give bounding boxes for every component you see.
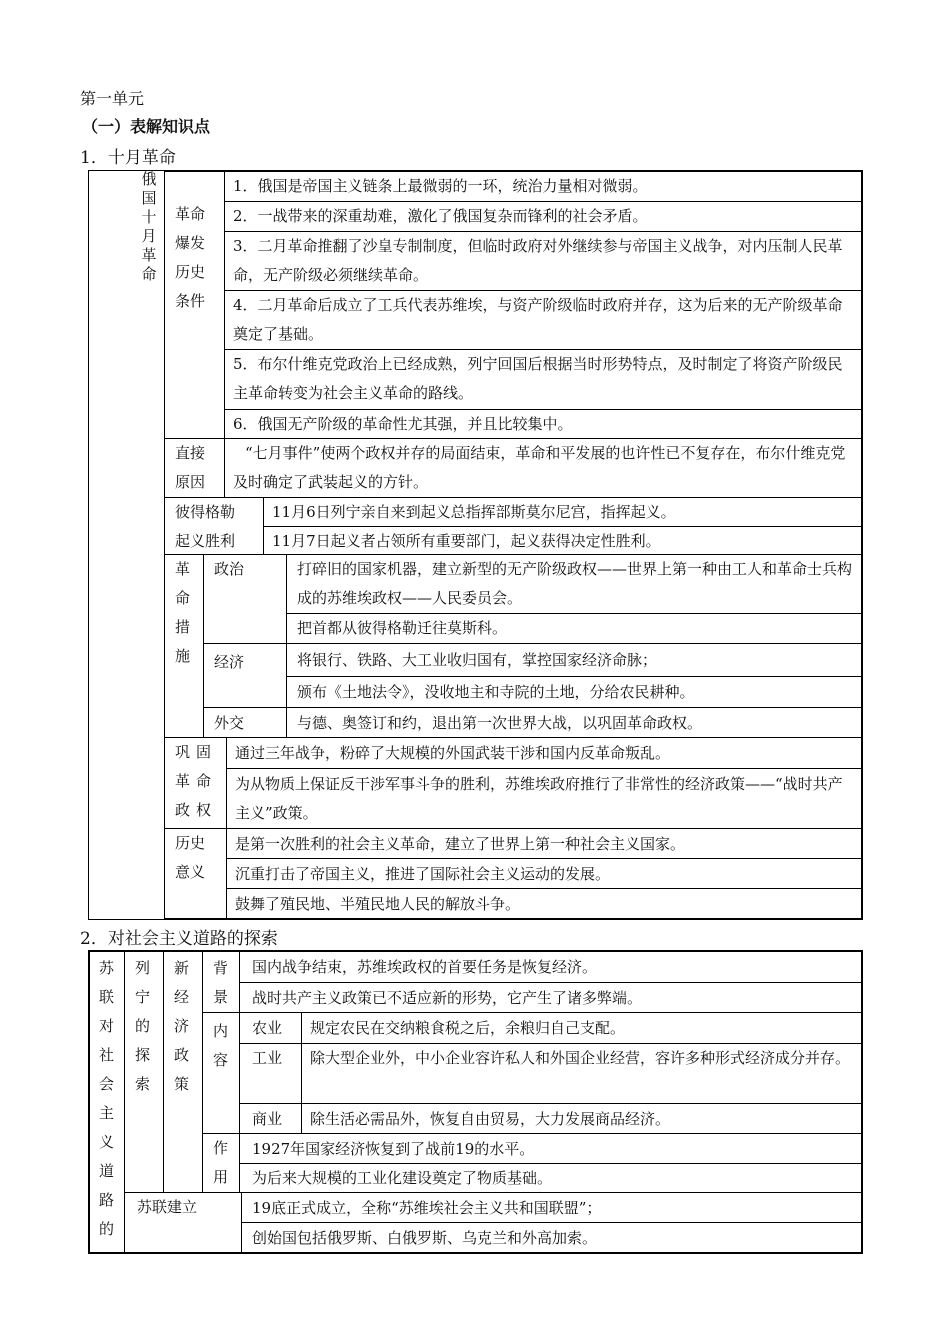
nep-label-cell: 新经济政策 bbox=[163, 951, 203, 1193]
condition-row: 1．俄国是帝国主义链条上最微弱的一环，统治力量相对微弱。 bbox=[224, 171, 862, 202]
uprising-row: 11月7日起义者占领所有重要部门，起义获得决定性胜利。 bbox=[263, 526, 862, 555]
background-row: 国内战争结束，苏维埃政权的首要任务是恢复经济。 bbox=[239, 951, 862, 983]
significance-row: 沉重打击了帝国主义，推进了国际社会主义运动的发展。 bbox=[226, 858, 862, 889]
condition-row: 2．一战带来的深重劫难，激化了俄国复杂而锋利的社会矛盾。 bbox=[224, 201, 862, 232]
effect-label-cell: 作用 bbox=[202, 1133, 240, 1193]
diplomacy-row: 与德、奥签订和约，退出第一次世界大战，以巩固革命政权。 bbox=[286, 707, 862, 738]
condition-row: 6．俄国无产阶级的革命性尤其强，并且比较集中。 bbox=[224, 409, 862, 439]
industry-row: 除大型企业外，中小企业容许私人和外国企业经营，容许多种形式经济成分并存。 bbox=[301, 1043, 862, 1104]
consolidate-row: 为从物质上保证反干涉军事斗争的胜利，苏维埃政府推行了非常性的经济政策——“战时共产主义”政策。 bbox=[226, 768, 862, 829]
significance-row: 是第一次胜利的社会主义革命，建立了世界上第一种社会主义国家。 bbox=[226, 828, 862, 859]
uprising-row: 11月6日列宁亲自来到起义总指挥部斯莫尔尼宫，指挥起义。 bbox=[263, 497, 862, 527]
conditions-label: 革命爆发历史条件 bbox=[175, 205, 206, 310]
socialism-exploration-table bbox=[88, 950, 863, 1254]
condition-row: 4．二月革命后成立了工兵代表苏维埃，与资产阶级临时政府并存，这为后来的无产阶级革命奠定了基础。 bbox=[224, 290, 862, 350]
politics-row: 打碎旧的国家机器，建立新型的无产阶级政权——世界上第一种由工人和革命士兵构成的苏维埃政权——人民委员会。 bbox=[286, 554, 862, 614]
commerce-row: 除生活必需品外，恢复自由贸易，大力发展商品经济。 bbox=[301, 1103, 862, 1134]
effect-row: 为后来大规模的工业化建设奠定了物质基础。 bbox=[239, 1163, 862, 1193]
politics-label-cell: 政治 bbox=[203, 554, 287, 644]
commerce-label-cell: 商业 bbox=[239, 1103, 302, 1134]
consolidate-label-cell: 巩固革命政权 bbox=[164, 737, 227, 829]
side-label: 俄国十月革命 bbox=[139, 171, 158, 285]
uprising-label-cell: 彼得格勒起义胜利 bbox=[164, 497, 264, 555]
condition-row: 5．布尔什维克党政治上已经成熟，列宁回国后根据当时形势特点，及时制定了将资产阶级民主革命转变为社会主义革命的路线。 bbox=[224, 349, 862, 410]
section-title: （一）表解知识点 bbox=[82, 117, 211, 136]
ussr-row: 创始国包括俄罗斯、白俄罗斯、乌克兰和外高加索。 bbox=[241, 1222, 862, 1253]
ussr-label-cell: 苏联建立 bbox=[124, 1192, 242, 1253]
topic1-title: 1．十月革命 bbox=[80, 148, 176, 168]
significance-row: 鼓舞了殖民地、半殖民地人民的解放斗争。 bbox=[226, 888, 862, 919]
october-revolution-table bbox=[88, 170, 863, 920]
conditions-label-cell bbox=[164, 171, 225, 439]
background-label-cell: 背景 bbox=[202, 951, 240, 1013]
condition-row: 3．二月革命推翻了沙皇专制制度，但临时政府对外继续参与帝国主义战争，对内压制人民革命，无产阶级必须继续革命。 bbox=[224, 231, 862, 291]
direct-cause-cell: “七月事件”使两个政权并存的局面结束，革命和平发展的也许性已不复存在，布尔什维克党及时确定了武装起义的方针。 bbox=[224, 438, 862, 498]
unit-title: 第一单元 bbox=[80, 89, 145, 108]
economy-row: 颁布《土地法令》，没收地主和寺院的土地，分给农民耕种。 bbox=[286, 676, 862, 708]
effect-row: 1927年国家经济恢复到了战前19的水平。 bbox=[239, 1133, 862, 1164]
industry-label-cell: 工业 bbox=[239, 1043, 302, 1104]
direct-cause-label-cell: 直接原因 bbox=[164, 438, 225, 498]
side-label-cell: 苏联对社会主义道路的 bbox=[89, 951, 125, 1253]
content-label-cell: 内容 bbox=[202, 1012, 240, 1134]
economy-label-cell: 经济 bbox=[203, 643, 287, 708]
economy-row: 将银行、铁路、大工业收归国有，掌控国家经济命脉； bbox=[286, 643, 862, 677]
ussr-row: 19底正式成立，全称“苏维埃社会主义共和国联盟”； bbox=[241, 1192, 862, 1223]
topic2-title: 2．对社会主义道路的探索 bbox=[80, 929, 278, 949]
consolidate-row: 通过三年战争，粉碎了大规模的外国武装干涉和国内反革命叛乱。 bbox=[226, 737, 862, 769]
significance-label-cell: 历史意义 bbox=[164, 828, 227, 919]
lenin-label-cell: 列宁的探索 bbox=[124, 951, 164, 1193]
background-row: 战时共产主义政策已不适应新的形势，它产生了诸多弊端。 bbox=[239, 982, 862, 1013]
measures-label-cell: 革命措施 bbox=[164, 554, 204, 738]
politics-row: 把首都从彼得格勒迁往莫斯科。 bbox=[286, 613, 862, 644]
agriculture-label-cell: 农业 bbox=[239, 1012, 302, 1044]
agriculture-row: 规定农民在交纳粮食税之后，余粮归自己支配。 bbox=[301, 1012, 862, 1044]
diplomacy-label-cell: 外交 bbox=[203, 707, 287, 738]
